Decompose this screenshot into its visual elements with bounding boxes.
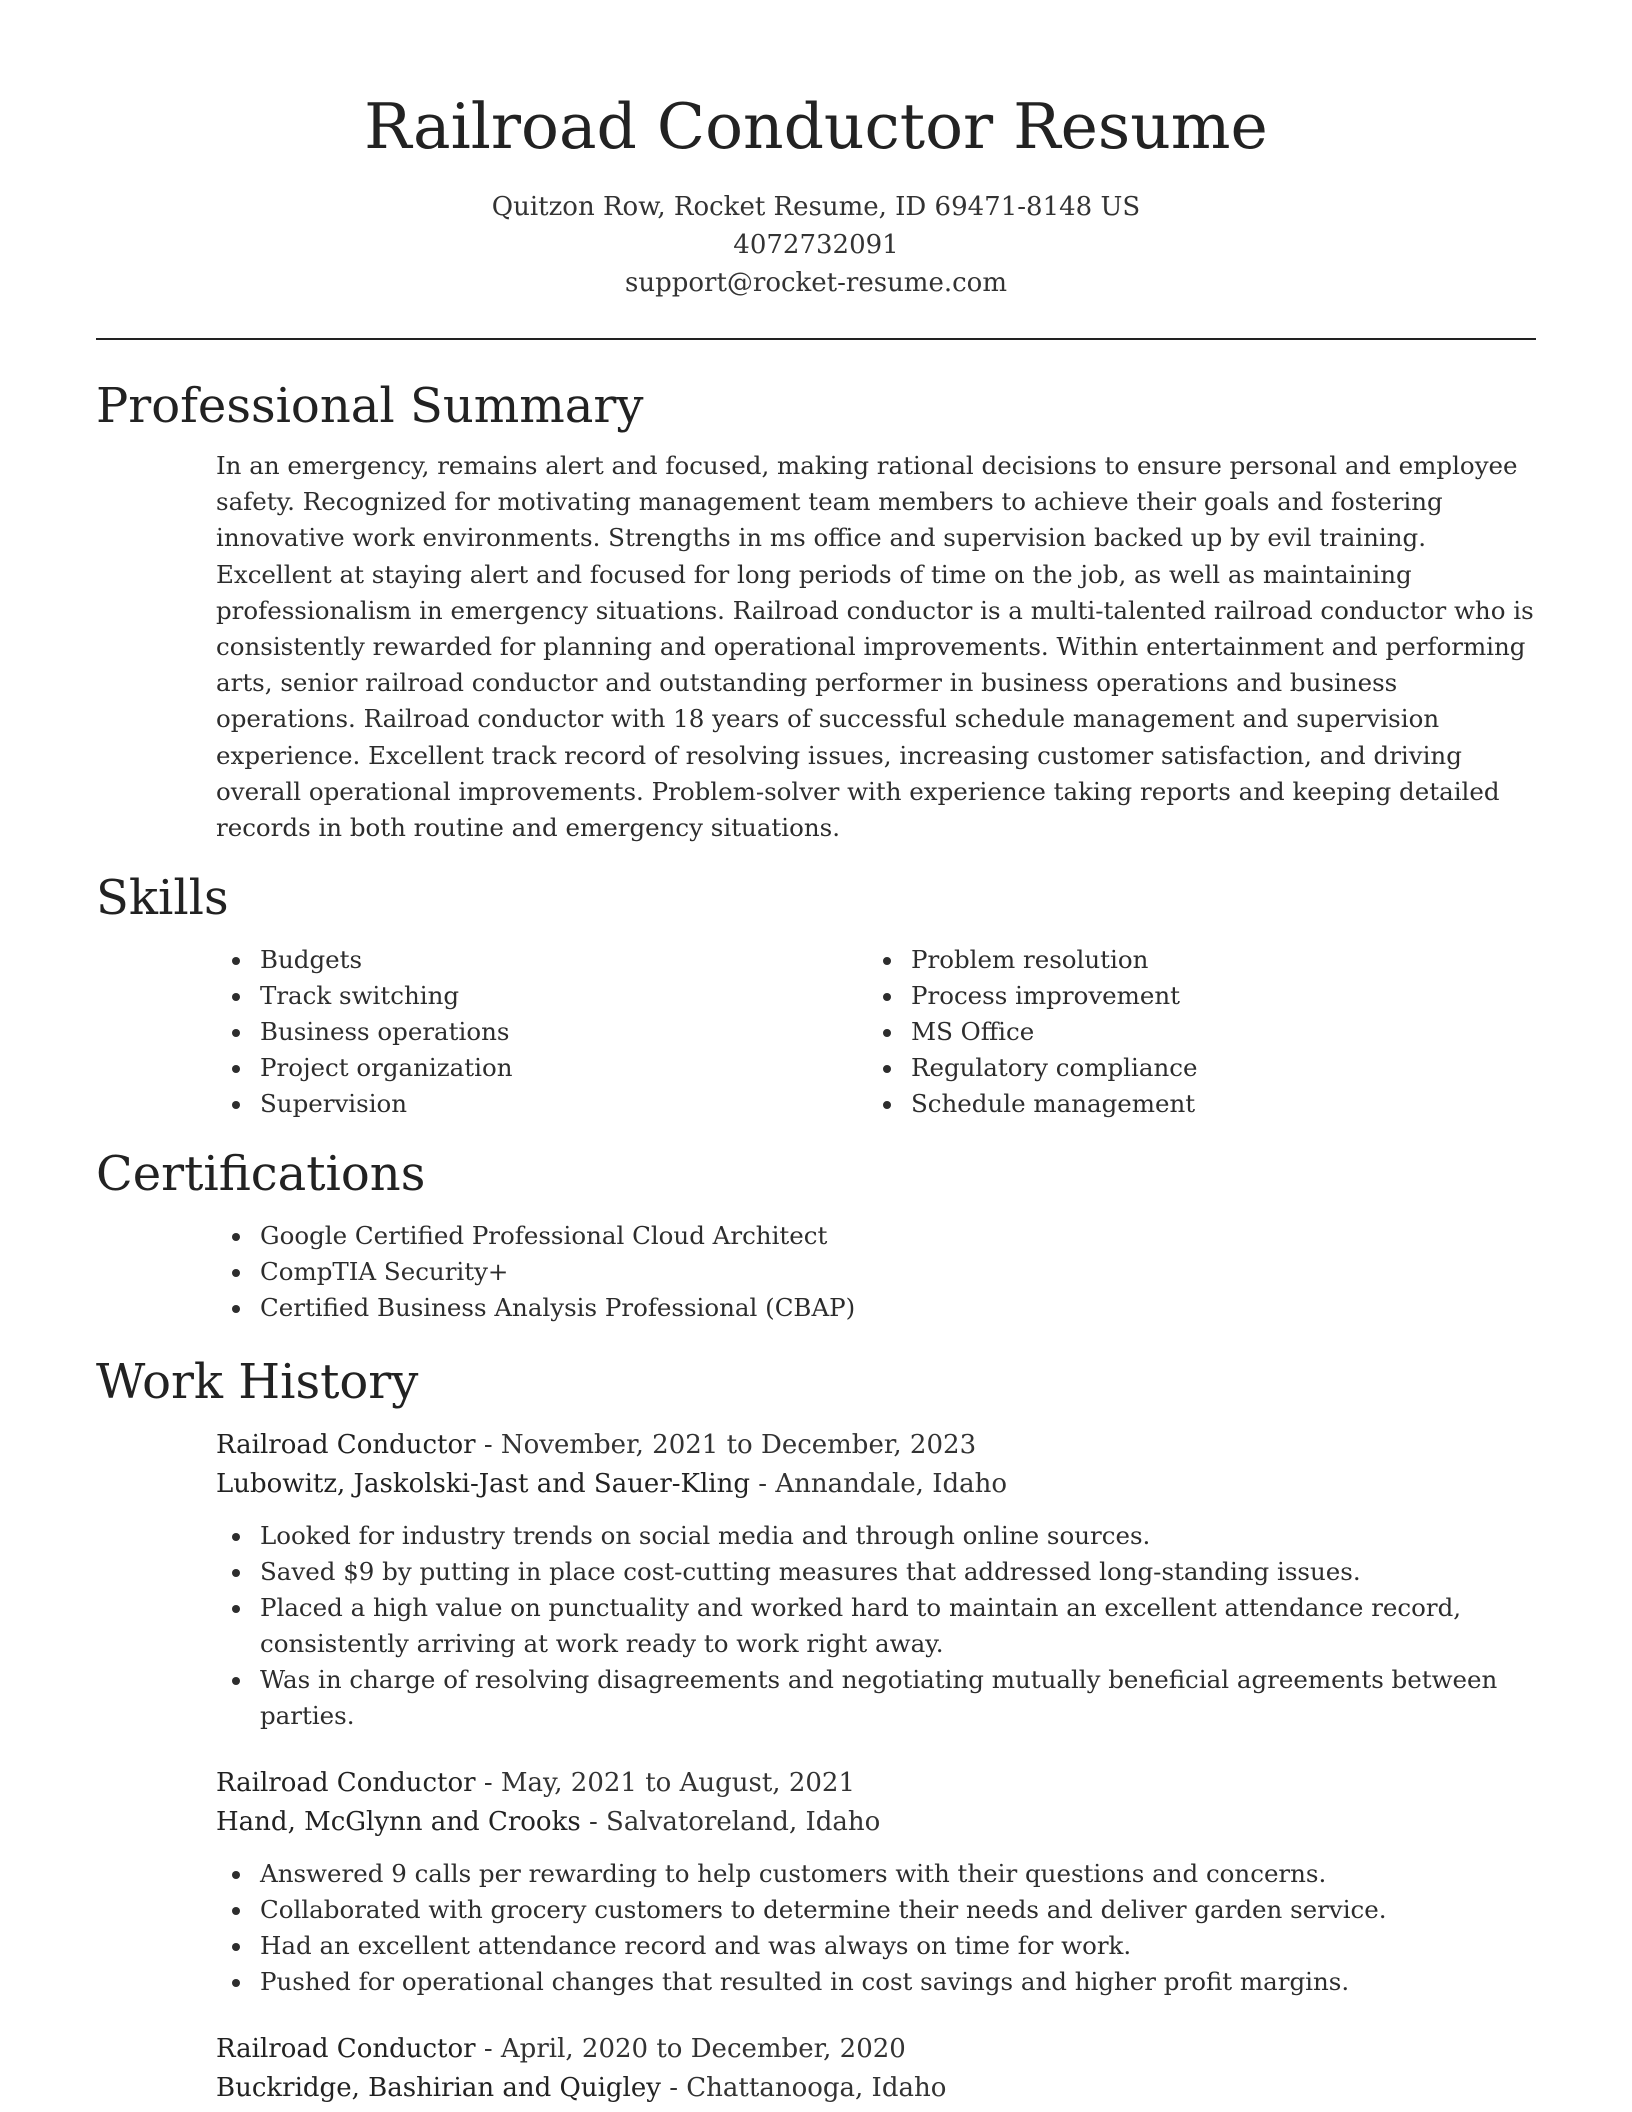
job-role-line	[216, 1426, 1536, 1465]
job-company: Lubowitz, Jaskolski-Jast and Sauer-Kling	[216, 1469, 750, 1500]
job-role: Railroad Conductor	[216, 2034, 476, 2065]
certifications-heading: Certifications	[96, 1146, 426, 1203]
resume-header	[96, 0, 1536, 302]
contact-info	[96, 188, 1536, 302]
job-bullets	[96, 1518, 1536, 1734]
job-bullet: Pushed for operational changes that resulted in cost savings and higher profit margins.	[96, 1964, 1540, 2000]
job-company-line	[216, 1803, 1536, 1842]
job-company: Buckridge, Bashirian and Quigley	[216, 2073, 661, 2104]
job-location: Annandale, Idaho	[775, 1469, 1008, 1500]
skill-item: Problem resolution	[746, 942, 1396, 978]
job-entry	[216, 2030, 1536, 2108]
job-role-line	[216, 2030, 1536, 2069]
skill-item: Schedule management	[746, 1086, 1396, 1122]
job-location: Chattanooga, Idaho	[686, 2073, 947, 2104]
certifications-list	[96, 1218, 1536, 1326]
job-bullet: Answered 9 calls per rewarding to help customers with their questions and concerns.	[96, 1856, 1540, 1892]
skill-item: Budgets	[96, 942, 746, 978]
separator: -	[475, 1430, 501, 1461]
skill-item: Regulatory compliance	[746, 1050, 1396, 1086]
resume-page	[96, 0, 1536, 2108]
skills-heading: Skills	[96, 870, 229, 927]
skill-item: Supervision	[96, 1086, 746, 1122]
header-divider	[96, 338, 1536, 340]
separator: -	[660, 2073, 687, 2104]
job-dates: April, 2020 to December, 2020	[500, 2034, 906, 2065]
job-bullet: Had an excellent attendance record and was always on time for work.	[96, 1928, 1540, 1964]
summary-heading: Professional Summary	[96, 378, 644, 434]
job-entry	[216, 1426, 1536, 1734]
job-role: Railroad Conductor	[216, 1768, 476, 1799]
separator: -	[749, 1469, 776, 1500]
job-bullets	[96, 1856, 1536, 2000]
job-bullet: Looked for industry trends on social media and through online sources.	[96, 1518, 1540, 1554]
skill-item: MS Office	[746, 1014, 1396, 1050]
job-role: Railroad Conductor	[216, 1430, 476, 1461]
skill-item: Track switching	[96, 978, 746, 1014]
skills-list	[96, 942, 1536, 1122]
separator: -	[475, 2034, 501, 2065]
skills-column-left	[96, 942, 746, 1122]
skill-item: Project organization	[96, 1050, 746, 1086]
job-bullet: Collaborated with grocery customers to determine their needs and deliver garden service.	[96, 1892, 1540, 1928]
phone: 4072732091	[733, 230, 899, 260]
job-company: Hand, McGlynn and Crooks	[216, 1807, 581, 1838]
job-dates: November, 2021 to December, 2023	[500, 1430, 977, 1461]
address: Quitzon Row, Rocket Resume, ID 69471-8148 US	[491, 192, 1141, 222]
summary-text: In an emergency, remains alert and focused, making rational decisions to ensure personal and employee safety. Recognized for motivating management team members to achieve their goals and fostering innovative work environments. Strengths in ms office and supervision backed up by evil training. Excellent at staying alert and focused for long periods of time on the job, as well as maintaining professionalism in emergency situations. Railroad conductor is a multi-talented railroad conductor who is consistently rewarded for planning and operational improvements. Within entertainment and performing arts, senior railroad conductor and outstanding performer in business operations and business operations. Railroad conductor with 18 years of successful schedule management and supervision experience. Excellent track record of resolving issues, increasing customer satisfaction, and driving overall operational improvements. Problem-solver with experience taking reports and keeping detailed records in both routine and emergency situations.	[216, 451, 1534, 843]
job-role-line	[216, 1764, 1536, 1803]
job-dates: May, 2021 to August, 2021	[500, 1768, 855, 1799]
work-history-heading: Work History	[96, 1354, 419, 1411]
separator: -	[475, 1768, 501, 1799]
email: support@rocket-resume.com	[624, 268, 1007, 298]
job-company-line	[216, 2069, 1536, 2108]
certification-item: CompTIA Security+	[96, 1254, 1536, 1290]
separator: -	[580, 1807, 607, 1838]
job-bullet: Was in charge of resolving disagreements and negotiating mutually beneficial agreements between parties.	[96, 1662, 1540, 1734]
job-bullet: Saved $9 by putting in place cost-cutting measures that addressed long-standing issues.	[96, 1554, 1540, 1590]
certification-item: Google Certified Professional Cloud Architect	[96, 1218, 1536, 1254]
skill-item: Process improvement	[746, 978, 1396, 1014]
skill-item: Business operations	[96, 1014, 746, 1050]
certification-item: Certified Business Analysis Professional (CBAP)	[96, 1290, 1536, 1326]
job-bullet: Placed a high value on punctuality and worked hard to maintain an excellent attendance record, consistently arriving at work ready to work right away.	[96, 1590, 1540, 1662]
job-company-line	[216, 1465, 1536, 1504]
job-location: Salvatoreland, Idaho	[606, 1807, 881, 1838]
job-entry	[216, 1764, 1536, 2000]
resume-title: Railroad Conductor Resume	[364, 90, 1268, 163]
skills-column-right	[746, 942, 1396, 1122]
